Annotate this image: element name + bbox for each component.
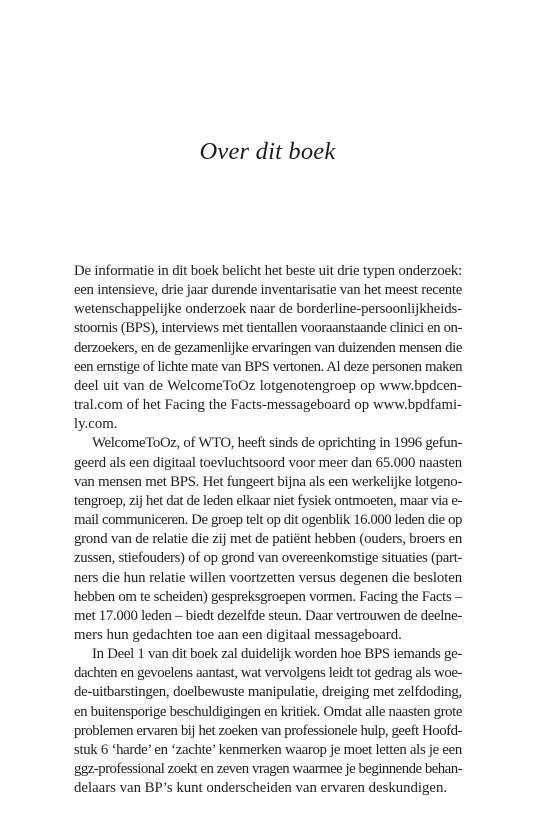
paragraph-3 [74, 645, 462, 798]
text-line: stoornis (BPS), interviews met tientallen vooraanstaande clinici en on- [74, 320, 462, 337]
text-line: en buitensporige beschuldigingen en kritiek. Omdat alle naasten grote [74, 703, 462, 720]
text-line: tral.com of het Facing the Facts-messageboard op www.bpdfami- [74, 397, 462, 414]
text-line: deel uit van de WelcomeToOz lotgenotengroep op www.bpdcen- [74, 377, 462, 394]
text-line: derzoekers, en de gezamenlijke ervaringen van duizenden mensen die [74, 339, 462, 356]
text-line: WelcomeToOz, of WTO, heeft sinds de oprichting in 1996 gefun- [92, 435, 462, 452]
text-line: zussen, stiefouders) of op grond van overeenkomstige situaties (part- [74, 550, 462, 567]
paragraph-2 [74, 434, 462, 645]
text-line: De informatie in dit boek belicht het beste uit drie typen onderzoek: [74, 263, 462, 279]
text-line: met 17.000 leden – biedt dezelfde steun. Daar vertrouwen de deelne- [74, 607, 462, 624]
text-line: wetenschappelijke onderzoek naar de borderline-persoonlijkheids- [74, 301, 462, 318]
text-line: ggz-professional zoekt en zeven vragen waarmee je beginnende behan- [74, 761, 462, 778]
text-line: tengroep, zij het dat de leden elkaar niet fysiek ontmoeten, maar via e- [74, 492, 462, 509]
text-line: van mensen met BPS. Het fungeert bijna als een werkelijke lotgeno- [74, 473, 462, 490]
text-line: delaars van BP’s kunt onderscheiden van ervaren deskundigen. [74, 780, 448, 797]
text-line: mers hun gedachten toe aan een digitaal messageboard. [74, 626, 402, 643]
text-line: grond van de relatie die zij met de patiënt hebben (ouders, broers en [74, 531, 462, 548]
text-line: een ernstige of lichte mate van BPS vertonen. Al deze personen maken [74, 358, 462, 375]
text-line: geerd als een digitaal toevluchtsoord voor meer dan 65.000 naasten [74, 454, 462, 471]
text-line: In Deel 1 van dit boek zal duidelijk worden hoe BPS iemands ge- [92, 646, 462, 663]
text-line: dachten en gevoelens aantast, wat vervolgens leidt tot gedrag als woe- [74, 665, 462, 682]
text-line: mail communiceren. De groep telt op dit ogenblik 16.000 leden die op [74, 512, 462, 529]
text-line: stuk 6 ‘harde’ en ‘zachte’ kenmerken waarop je moet letten als je een [74, 741, 462, 758]
page-title: Over dit boek [199, 138, 336, 165]
text-line: de-uitbarstingen, doelbewuste manipulatie, dreiging met zelfdoding, [74, 684, 462, 701]
text-line: een intensieve, drie jaar durende inventarisatie van het meest recente [74, 282, 462, 299]
paragraph-1 [74, 262, 462, 434]
text-line: ners die hun relatie willen voortzetten versus degenen die besloten [74, 569, 462, 586]
text-line: ly.com. [74, 416, 118, 433]
body-text [74, 262, 462, 798]
text-line: problemen ervaren bij het zoeken van professionele hulp, geeft Hoofd- [74, 722, 462, 739]
text-line: hebben om te scheiden) gespreksgroepen vormen. Facing the Facts – [74, 588, 462, 605]
